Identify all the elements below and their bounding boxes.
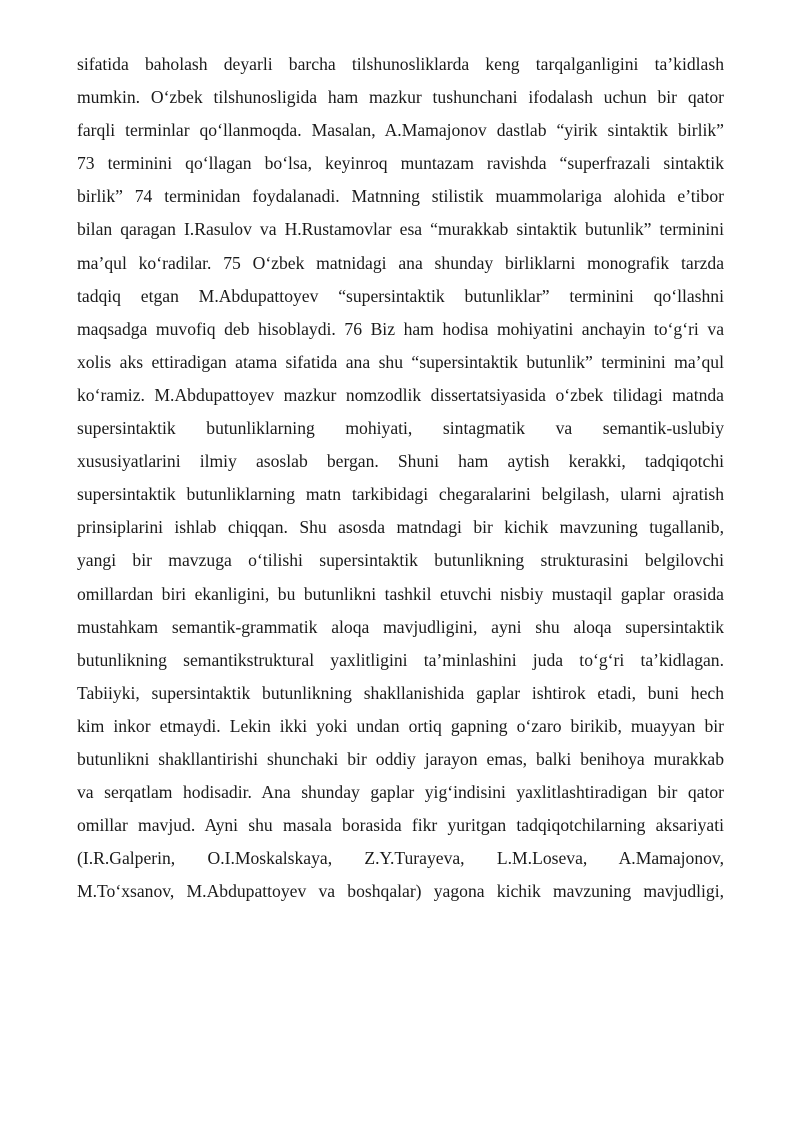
text-line: (I.R.Galperin, O.I.Moskalskaya, Z.Y.Turayeva, L.M.Loseva, A.Mamajonov, <box>77 848 724 869</box>
text-line: 73 terminini qo‘llagan bo‘lsa, keyinroq muntazam ravishda “superfrazali sintaktik <box>77 153 724 174</box>
text-line: M.To‘xsanov, M.Abdupattoyev va boshqalar) yagona kichik mavzuning mavjudligi, <box>77 881 724 902</box>
body-paragraph <box>77 48 724 908</box>
text-line: mumkin. O‘zbek tilshunosligida ham mazkur tushunchani ifodalash uchun bir qator <box>77 87 724 108</box>
text-line: kim inkor etmaydi. Lekin ikki yoki undan ortiq gapning o‘zaro birikib, muayyan bir <box>77 715 724 736</box>
text-line: farqli terminlar qo‘llanmoqda. Masalan, A.Mamajonov dastlab “yirik sintaktik birlik” <box>77 120 724 141</box>
text-line: prinsiplarini ishlab chiqqan. Shu asosda matndagi bir kichik mavzuning tugallanib, <box>77 517 724 538</box>
text-line: mustahkam semantik-grammatik aloqa mavjudligini, ayni shu aloqa supersintaktik <box>77 616 724 637</box>
text-line: butunlikni shakllantirishi shunchaki bir oddiy jarayon emas, balki benihoya murakkab <box>77 748 724 769</box>
text-line: butunlikning semantikstruktural yaxlitligini ta’minlashini juda to‘g‘ri ta’kidlagan. <box>77 649 724 670</box>
text-line: supersintaktik butunliklarning matn tarkibidagi chegaralarini belgilash, ularni ajratish <box>77 484 724 505</box>
text-line: Tabiiyki, supersintaktik butunlikning shakllanishida gaplar ishtirok etadi, buni hech <box>77 682 724 703</box>
text-line: xususiyatlarini ilmiy asoslab bergan. Shuni ham aytish kerakki, tadqiqotchi <box>77 451 724 472</box>
text-line: yangi bir mavzuga o‘tilishi supersintaktik butunlikning strukturasini belgilovchi <box>77 550 724 571</box>
text-line: maqsadga muvofiq deb hisoblaydi. 76 Biz ham hodisa mohiyatini anchayin to‘g‘ri va <box>77 318 724 339</box>
text-line: ma’qul ko‘radilar. 75 O‘zbek matnidagi ana shunday birliklarni monografik tarzda <box>77 252 724 273</box>
text-line: xolis aks ettiradigan atama sifatida ana shu “supersintaktik butunlik” terminini ma’qul <box>77 351 724 372</box>
text-line: ko‘ramiz. M.Abdupattoyev mazkur nomzodlik dissertatsiyasida o‘zbek tilidagi matnda <box>77 384 724 405</box>
text-line: bilan qaragan I.Rasulov va H.Rustamovlar esa “murakkab sintaktik butunlik” terminini <box>77 219 724 240</box>
text-line: supersintaktik butunliklarning mohiyati, sintagmatik va semantik-uslubiy <box>77 418 724 439</box>
text-line: sifatida baholash deyarli barcha tilshunosliklarda keng tarqalganligini ta’kidlash <box>77 54 724 74</box>
text-line: omillar mavjud. Ayni shu masala borasida fikr yuritgan tadqiqotchilarning aksariyati <box>77 815 724 836</box>
text-line: birlik” 74 terminidan foydalanadi. Matnning stilistik muammolariga alohida e’tibor <box>77 186 724 207</box>
text-line: omillardan biri ekanligini, bu butunlikni tashkil etuvchi nisbiy mustaqil gaplar orasida <box>77 583 724 604</box>
text-line: va serqatlam hodisadir. Ana shunday gaplar yig‘indisini yaxlitlashtiradigan bir qator <box>77 782 724 803</box>
text-line: tadqiq etgan M.Abdupattoyev “supersintaktik butunliklar” terminini qo‘llashni <box>77 285 724 306</box>
